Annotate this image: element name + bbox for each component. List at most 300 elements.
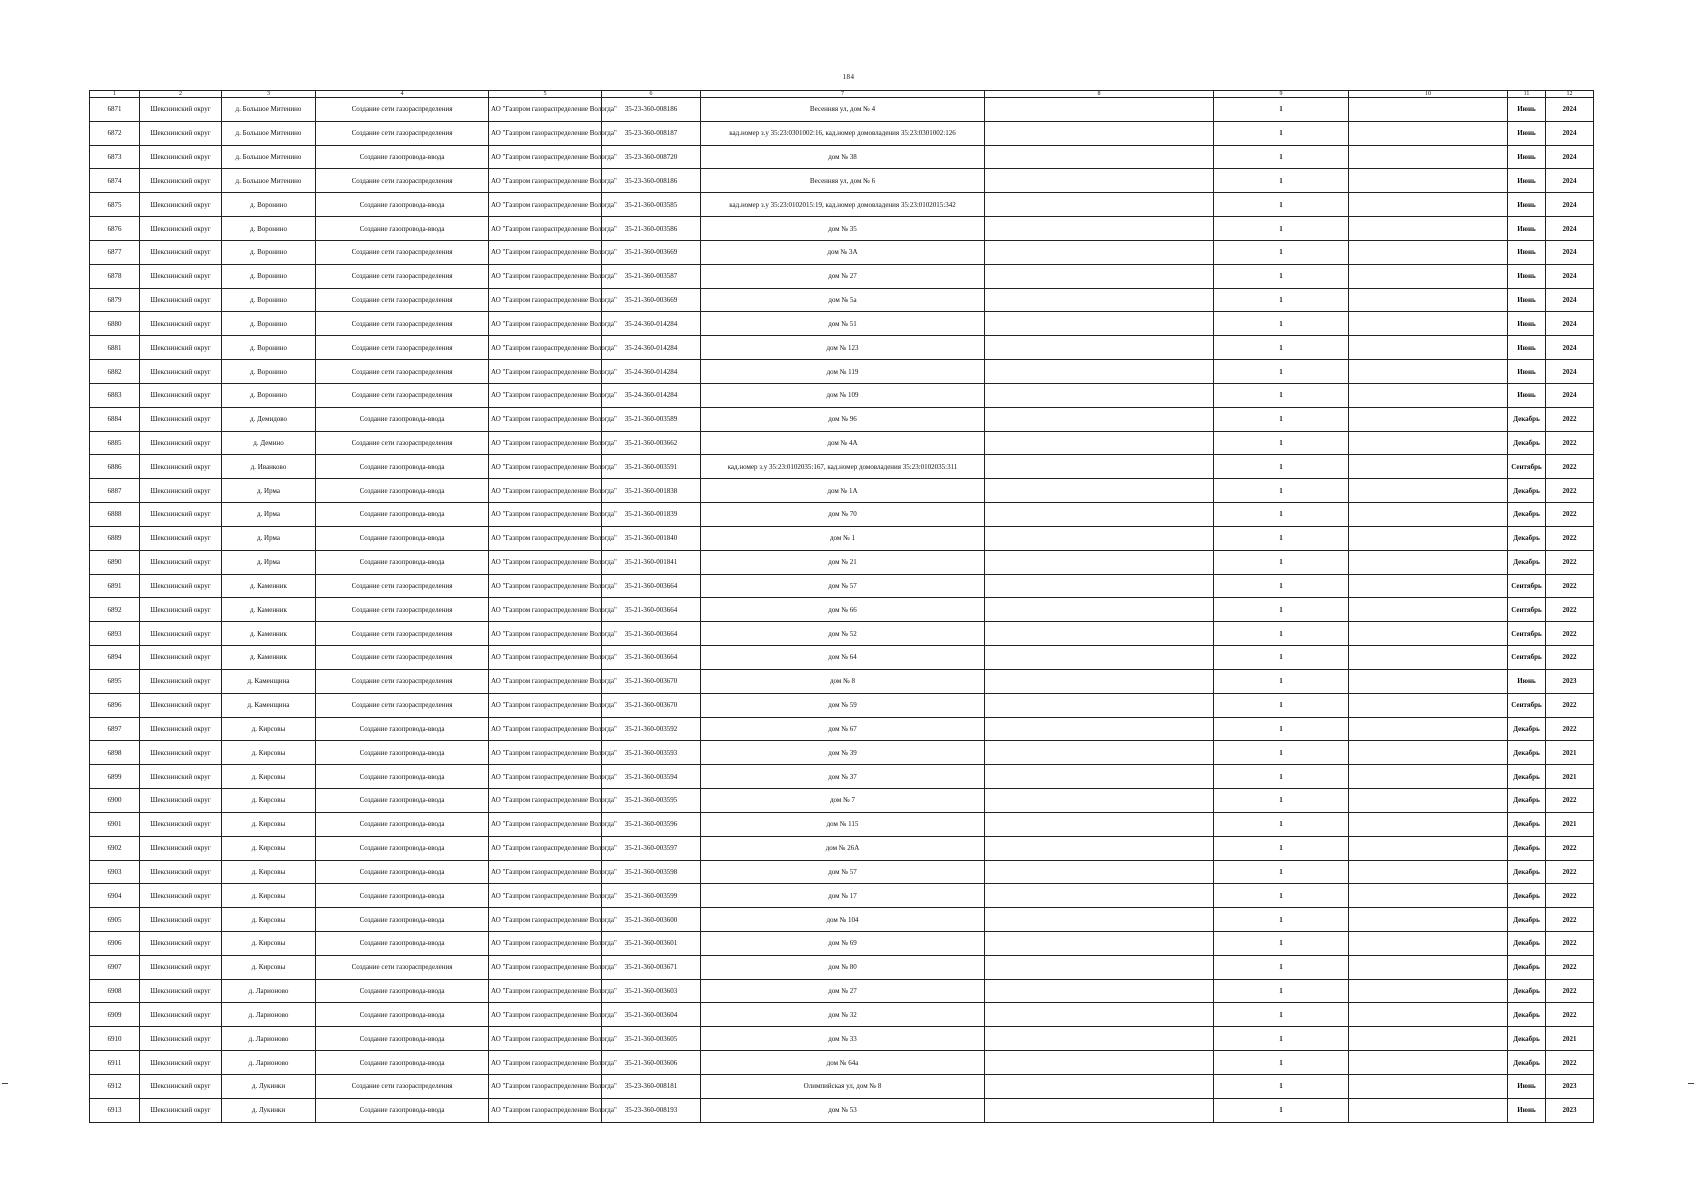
table-row (90, 455, 1594, 479)
district-cell: Шекснинский округ (140, 836, 222, 860)
month-cell: Сентябрь (1508, 646, 1546, 670)
district-cell: Шекснинский округ (140, 455, 222, 479)
month-cell: Декабрь (1508, 789, 1546, 813)
table-row (90, 383, 1594, 407)
district-cell: Шекснинский округ (140, 336, 222, 360)
column-8-cell (985, 860, 1214, 884)
month-cell: Июнь (1508, 336, 1546, 360)
column-number-1: 1 (90, 91, 140, 98)
organization-cell: АО "Газпром газораспределение Вологда" (489, 169, 602, 193)
district-cell: Шекснинский округ (140, 646, 222, 670)
column-number-9: 9 (1214, 91, 1349, 98)
year-cell: 2022 (1546, 622, 1594, 646)
settlement-cell: д. Воронино (222, 288, 316, 312)
month-cell: Декабрь (1508, 836, 1546, 860)
address-cell: дом № 57 (701, 574, 985, 598)
row-number-cell: 6902 (90, 836, 140, 860)
row-number-cell: 6910 (90, 1027, 140, 1051)
column-10-cell (1349, 121, 1508, 145)
address-cell: дом № 70 (701, 503, 985, 527)
address-cell: дом № 39 (701, 741, 985, 765)
table-row (90, 336, 1594, 360)
row-number-cell: 6898 (90, 741, 140, 765)
quantity-cell: 1 (1214, 264, 1349, 288)
quantity-cell: 1 (1214, 931, 1349, 955)
work-type-cell: Создание сети газораспределения (316, 574, 489, 598)
district-cell: Шекснинский округ (140, 765, 222, 789)
district-cell: Шекснинский округ (140, 217, 222, 241)
object-code-cell: 35-21-360-003664 (602, 598, 701, 622)
organization-cell: АО "Газпром газораспределение Вологда" (489, 240, 602, 264)
quantity-cell: 1 (1214, 955, 1349, 979)
settlement-cell: д. Ирма (222, 503, 316, 527)
district-cell: Шекснинский округ (140, 789, 222, 813)
settlement-cell: д. Кирсовы (222, 931, 316, 955)
row-number-cell: 6878 (90, 264, 140, 288)
organization-cell: АО "Газпром газораспределение Вологда" (489, 550, 602, 574)
left-edge-mark (2, 1083, 8, 1084)
district-cell: Шекснинский округ (140, 860, 222, 884)
table-body (90, 98, 1594, 1123)
column-10-cell (1349, 240, 1508, 264)
year-cell: 2022 (1546, 431, 1594, 455)
row-number-cell: 6900 (90, 789, 140, 813)
year-cell: 2022 (1546, 1051, 1594, 1075)
address-cell: дом № 4А (701, 431, 985, 455)
month-cell: Июнь (1508, 169, 1546, 193)
settlement-cell: д. Кирсовы (222, 884, 316, 908)
year-cell: 2022 (1546, 503, 1594, 527)
table-row (90, 1051, 1594, 1075)
object-code-cell: 35-21-360-001838 (602, 479, 701, 503)
table-row (90, 431, 1594, 455)
column-number-4: 4 (316, 91, 489, 98)
organization-cell: АО "Газпром газораспределение Вологда" (489, 741, 602, 765)
row-number-cell: 6901 (90, 812, 140, 836)
year-cell: 2024 (1546, 288, 1594, 312)
column-8-cell (985, 1098, 1214, 1122)
month-cell: Декабрь (1508, 717, 1546, 741)
column-8-cell (985, 336, 1214, 360)
settlement-cell: д. Каменщина (222, 693, 316, 717)
month-cell: Июнь (1508, 360, 1546, 384)
month-cell: Декабрь (1508, 955, 1546, 979)
work-type-cell: Создание газопровода-ввода (316, 908, 489, 932)
district-cell: Шекснинский округ (140, 193, 222, 217)
district-cell: Шекснинский округ (140, 479, 222, 503)
table-row (90, 98, 1594, 122)
month-cell: Июнь (1508, 383, 1546, 407)
object-code-cell: 35-21-360-001841 (602, 550, 701, 574)
organization-cell: АО "Газпром газораспределение Вологда" (489, 383, 602, 407)
row-number-cell: 6907 (90, 955, 140, 979)
work-type-cell: Создание газопровода-ввода (316, 1003, 489, 1027)
organization-cell: АО "Газпром газораспределение Вологда" (489, 908, 602, 932)
column-10-cell (1349, 431, 1508, 455)
organization-cell: АО "Газпром газораспределение Вологда" (489, 193, 602, 217)
address-cell: дом № 64 (701, 646, 985, 670)
row-number-cell: 6888 (90, 503, 140, 527)
organization-cell: АО "Газпром газораспределение Вологда" (489, 479, 602, 503)
object-code-cell: 35-21-360-003587 (602, 264, 701, 288)
work-type-cell: Создание сети газораспределения (316, 336, 489, 360)
gasification-register-table (89, 90, 1594, 1123)
row-number-cell: 6872 (90, 121, 140, 145)
object-code-cell: 35-23-360-008193 (602, 1098, 701, 1122)
address-cell: дом № 123 (701, 336, 985, 360)
column-8-cell (985, 765, 1214, 789)
object-code-cell: 35-21-360-003595 (602, 789, 701, 813)
address-cell: кад.номер з.у 35:23:0102035:167, кад.номер домовладения 35:23:0102035:311 (701, 455, 985, 479)
object-code-cell: 35-24-360-014284 (602, 360, 701, 384)
row-number-cell: 6895 (90, 669, 140, 693)
column-number-8: 8 (985, 91, 1214, 98)
column-8-cell (985, 503, 1214, 527)
row-number-cell: 6891 (90, 574, 140, 598)
column-10-cell (1349, 646, 1508, 670)
work-type-cell: Создание сети газораспределения (316, 98, 489, 122)
table-row (90, 860, 1594, 884)
year-cell: 2024 (1546, 312, 1594, 336)
work-type-cell: Создание газопровода-ввода (316, 1051, 489, 1075)
work-type-cell: Создание газопровода-ввода (316, 884, 489, 908)
column-10-cell (1349, 169, 1508, 193)
row-number-cell: 6903 (90, 860, 140, 884)
month-cell: Июнь (1508, 312, 1546, 336)
column-8-cell (985, 955, 1214, 979)
month-cell: Декабрь (1508, 1027, 1546, 1051)
year-cell: 2024 (1546, 98, 1594, 122)
district-cell: Шекснинский округ (140, 693, 222, 717)
year-cell: 2022 (1546, 908, 1594, 932)
quantity-cell: 1 (1214, 979, 1349, 1003)
row-number-cell: 6873 (90, 145, 140, 169)
quantity-cell: 1 (1214, 526, 1349, 550)
table-row (90, 836, 1594, 860)
quantity-cell: 1 (1214, 765, 1349, 789)
district-cell: Шекснинский округ (140, 407, 222, 431)
row-number-cell: 6908 (90, 979, 140, 1003)
month-cell: Июнь (1508, 1074, 1546, 1098)
table-row (90, 1098, 1594, 1122)
object-code-cell: 35-21-360-003670 (602, 693, 701, 717)
organization-cell: АО "Газпром газораспределение Вологда" (489, 979, 602, 1003)
work-type-cell: Создание сети газораспределения (316, 598, 489, 622)
month-cell: Июнь (1508, 98, 1546, 122)
quantity-cell: 1 (1214, 741, 1349, 765)
organization-cell: АО "Газпром газораспределение Вологда" (489, 955, 602, 979)
column-10-cell (1349, 884, 1508, 908)
quantity-cell: 1 (1214, 622, 1349, 646)
column-8-cell (985, 193, 1214, 217)
organization-cell: АО "Газпром газораспределение Вологда" (489, 622, 602, 646)
table-row (90, 884, 1594, 908)
page-number: 184 (842, 73, 855, 81)
work-type-cell: Создание сети газораспределения (316, 121, 489, 145)
address-cell: дом № 53 (701, 1098, 985, 1122)
year-cell: 2024 (1546, 121, 1594, 145)
column-8-cell (985, 669, 1214, 693)
table-row (90, 979, 1594, 1003)
column-10-cell (1349, 550, 1508, 574)
address-cell: дом № 7 (701, 789, 985, 813)
object-code-cell: 35-24-360-014284 (602, 383, 701, 407)
organization-cell: АО "Газпром газораспределение Вологда" (489, 145, 602, 169)
row-number-cell: 6899 (90, 765, 140, 789)
address-cell: дом № 57 (701, 860, 985, 884)
month-cell: Декабрь (1508, 407, 1546, 431)
work-type-cell: Создание газопровода-ввода (316, 789, 489, 813)
district-cell: Шекснинский округ (140, 360, 222, 384)
row-number-cell: 6884 (90, 407, 140, 431)
table-row (90, 622, 1594, 646)
object-code-cell: 35-21-360-003603 (602, 979, 701, 1003)
work-type-cell: Создание сети газораспределения (316, 383, 489, 407)
work-type-cell: Создание сети газораспределения (316, 646, 489, 670)
object-code-cell: 35-21-360-001839 (602, 503, 701, 527)
organization-cell: АО "Газпром газораспределение Вологда" (489, 789, 602, 813)
organization-cell: АО "Газпром газораспределение Вологда" (489, 121, 602, 145)
organization-cell: АО "Газпром газораспределение Вологда" (489, 812, 602, 836)
work-type-cell: Создание сети газораспределения (316, 669, 489, 693)
column-10-cell (1349, 979, 1508, 1003)
year-cell: 2023 (1546, 669, 1594, 693)
quantity-cell: 1 (1214, 1003, 1349, 1027)
year-cell: 2022 (1546, 979, 1594, 1003)
district-cell: Шекснинский округ (140, 741, 222, 765)
column-10-cell (1349, 741, 1508, 765)
quantity-cell: 1 (1214, 1051, 1349, 1075)
work-type-cell: Создание сети газораспределения (316, 312, 489, 336)
district-cell: Шекснинский округ (140, 812, 222, 836)
column-8-cell (985, 1051, 1214, 1075)
work-type-cell: Создание газопровода-ввода (316, 217, 489, 241)
work-type-cell: Создание сети газораспределения (316, 431, 489, 455)
month-cell: Июнь (1508, 217, 1546, 241)
address-cell: дом № 96 (701, 407, 985, 431)
column-10-cell (1349, 1074, 1508, 1098)
table-row (90, 812, 1594, 836)
organization-cell: АО "Газпром газораспределение Вологда" (489, 836, 602, 860)
month-cell: Июнь (1508, 669, 1546, 693)
district-cell: Шекснинский округ (140, 574, 222, 598)
month-cell: Декабрь (1508, 860, 1546, 884)
work-type-cell: Создание газопровода-ввода (316, 193, 489, 217)
quantity-cell: 1 (1214, 812, 1349, 836)
right-edge-mark (1688, 1083, 1694, 1084)
object-code-cell: 35-24-360-014284 (602, 312, 701, 336)
address-cell: дом № 8 (701, 669, 985, 693)
column-8-cell (985, 693, 1214, 717)
column-8-cell (985, 264, 1214, 288)
column-number-6: 6 (602, 91, 701, 98)
table-row (90, 1074, 1594, 1098)
object-code-cell: 35-21-360-003585 (602, 193, 701, 217)
address-cell: дом № 38 (701, 145, 985, 169)
settlement-cell: д. Большое Митенино (222, 121, 316, 145)
settlement-cell: д. Каменник (222, 622, 316, 646)
district-cell: Шекснинский округ (140, 169, 222, 193)
address-cell: дом № 104 (701, 908, 985, 932)
table-row (90, 193, 1594, 217)
row-number-cell: 6887 (90, 479, 140, 503)
organization-cell: АО "Газпром газораспределение Вологда" (489, 765, 602, 789)
object-code-cell: 35-23-360-008720 (602, 145, 701, 169)
column-8-cell (985, 431, 1214, 455)
object-code-cell: 35-21-360-003597 (602, 836, 701, 860)
month-cell: Июнь (1508, 193, 1546, 217)
column-10-cell (1349, 622, 1508, 646)
row-number-cell: 6885 (90, 431, 140, 455)
row-number-cell: 6882 (90, 360, 140, 384)
month-cell: Декабрь (1508, 431, 1546, 455)
quantity-cell: 1 (1214, 1074, 1349, 1098)
district-cell: Шекснинский округ (140, 383, 222, 407)
quantity-cell: 1 (1214, 240, 1349, 264)
quantity-cell: 1 (1214, 98, 1349, 122)
quantity-cell: 1 (1214, 336, 1349, 360)
column-8-cell (985, 908, 1214, 932)
district-cell: Шекснинский округ (140, 1098, 222, 1122)
row-number-cell: 6894 (90, 646, 140, 670)
quantity-cell: 1 (1214, 455, 1349, 479)
organization-cell: АО "Газпром газораспределение Вологда" (489, 1074, 602, 1098)
address-cell: дом № 32 (701, 1003, 985, 1027)
year-cell: 2024 (1546, 240, 1594, 264)
district-cell: Шекснинский округ (140, 240, 222, 264)
column-number-row (90, 91, 1594, 98)
object-code-cell: 35-23-360-008186 (602, 169, 701, 193)
organization-cell: АО "Газпром газораспределение Вологда" (489, 312, 602, 336)
object-code-cell: 35-21-360-003670 (602, 669, 701, 693)
organization-cell: АО "Газпром газораспределение Вологда" (489, 264, 602, 288)
quantity-cell: 1 (1214, 193, 1349, 217)
settlement-cell: д. Каменник (222, 598, 316, 622)
table-row (90, 1027, 1594, 1051)
row-number-cell: 6892 (90, 598, 140, 622)
settlement-cell: д. Ларионово (222, 1003, 316, 1027)
table-row (90, 479, 1594, 503)
table-row (90, 288, 1594, 312)
table-row (90, 741, 1594, 765)
object-code-cell: 35-21-360-003599 (602, 884, 701, 908)
district-cell: Шекснинский округ (140, 121, 222, 145)
month-cell: Декабрь (1508, 479, 1546, 503)
organization-cell: АО "Газпром газораспределение Вологда" (489, 431, 602, 455)
object-code-cell: 35-21-360-003601 (602, 931, 701, 955)
organization-cell: АО "Газпром газораспределение Вологда" (489, 860, 602, 884)
settlement-cell: д. Ирма (222, 550, 316, 574)
column-10-cell (1349, 693, 1508, 717)
organization-cell: АО "Газпром газораспределение Вологда" (489, 1027, 602, 1051)
row-number-cell: 6890 (90, 550, 140, 574)
district-cell: Шекснинский округ (140, 145, 222, 169)
column-10-cell (1349, 455, 1508, 479)
column-8-cell (985, 526, 1214, 550)
row-number-cell: 6883 (90, 383, 140, 407)
quantity-cell: 1 (1214, 407, 1349, 431)
year-cell: 2022 (1546, 598, 1594, 622)
column-number-3: 3 (222, 91, 316, 98)
address-cell: дом № 37 (701, 765, 985, 789)
column-10-cell (1349, 836, 1508, 860)
row-number-cell: 6912 (90, 1074, 140, 1098)
table-row (90, 955, 1594, 979)
settlement-cell: д. Иванково (222, 455, 316, 479)
year-cell: 2022 (1546, 836, 1594, 860)
address-cell: дом № 35 (701, 217, 985, 241)
column-8-cell (985, 598, 1214, 622)
month-cell: Сентябрь (1508, 598, 1546, 622)
column-10-cell (1349, 1051, 1508, 1075)
column-8-cell (985, 312, 1214, 336)
year-cell: 2024 (1546, 217, 1594, 241)
column-10-cell (1349, 98, 1508, 122)
organization-cell: АО "Газпром газораспределение Вологда" (489, 98, 602, 122)
column-number-12: 12 (1546, 91, 1594, 98)
work-type-cell: Создание сети газораспределения (316, 240, 489, 264)
organization-cell: АО "Газпром газораспределение Вологда" (489, 288, 602, 312)
quantity-cell: 1 (1214, 360, 1349, 384)
settlement-cell: д. Воронино (222, 193, 316, 217)
object-code-cell: 35-21-360-003600 (602, 908, 701, 932)
table-row (90, 145, 1594, 169)
settlement-cell: д. Большое Митенино (222, 98, 316, 122)
month-cell: Сентябрь (1508, 693, 1546, 717)
district-cell: Шекснинский округ (140, 503, 222, 527)
column-8-cell (985, 479, 1214, 503)
settlement-cell: д. Ларионово (222, 1027, 316, 1051)
month-cell: Сентябрь (1508, 455, 1546, 479)
district-cell: Шекснинский округ (140, 98, 222, 122)
address-cell: дом № 52 (701, 622, 985, 646)
address-cell: дом № 51 (701, 312, 985, 336)
year-cell: 2021 (1546, 1027, 1594, 1051)
settlement-cell: д. Воронино (222, 217, 316, 241)
table-row (90, 1003, 1594, 1027)
object-code-cell: 35-21-360-003586 (602, 217, 701, 241)
work-type-cell: Создание сети газораспределения (316, 288, 489, 312)
work-type-cell: Создание газопровода-ввода (316, 717, 489, 741)
year-cell: 2024 (1546, 145, 1594, 169)
column-10-cell (1349, 264, 1508, 288)
table-row (90, 240, 1594, 264)
column-8-cell (985, 288, 1214, 312)
column-10-cell (1349, 288, 1508, 312)
settlement-cell: д. Кирсовы (222, 717, 316, 741)
object-code-cell: 35-21-360-003669 (602, 288, 701, 312)
row-number-cell: 6896 (90, 693, 140, 717)
column-8-cell (985, 407, 1214, 431)
year-cell: 2021 (1546, 741, 1594, 765)
address-cell: дом № 109 (701, 383, 985, 407)
quantity-cell: 1 (1214, 288, 1349, 312)
month-cell: Декабрь (1508, 1003, 1546, 1027)
quantity-cell: 1 (1214, 312, 1349, 336)
quantity-cell: 1 (1214, 1098, 1349, 1122)
month-cell: Декабрь (1508, 1051, 1546, 1075)
table-row (90, 693, 1594, 717)
object-code-cell: 35-23-360-008187 (602, 121, 701, 145)
district-cell: Шекснинский округ (140, 669, 222, 693)
year-cell: 2022 (1546, 931, 1594, 955)
row-number-cell: 6880 (90, 312, 140, 336)
quantity-cell: 1 (1214, 693, 1349, 717)
district-cell: Шекснинский округ (140, 550, 222, 574)
year-cell: 2022 (1546, 860, 1594, 884)
quantity-cell: 1 (1214, 789, 1349, 813)
quantity-cell: 1 (1214, 479, 1349, 503)
